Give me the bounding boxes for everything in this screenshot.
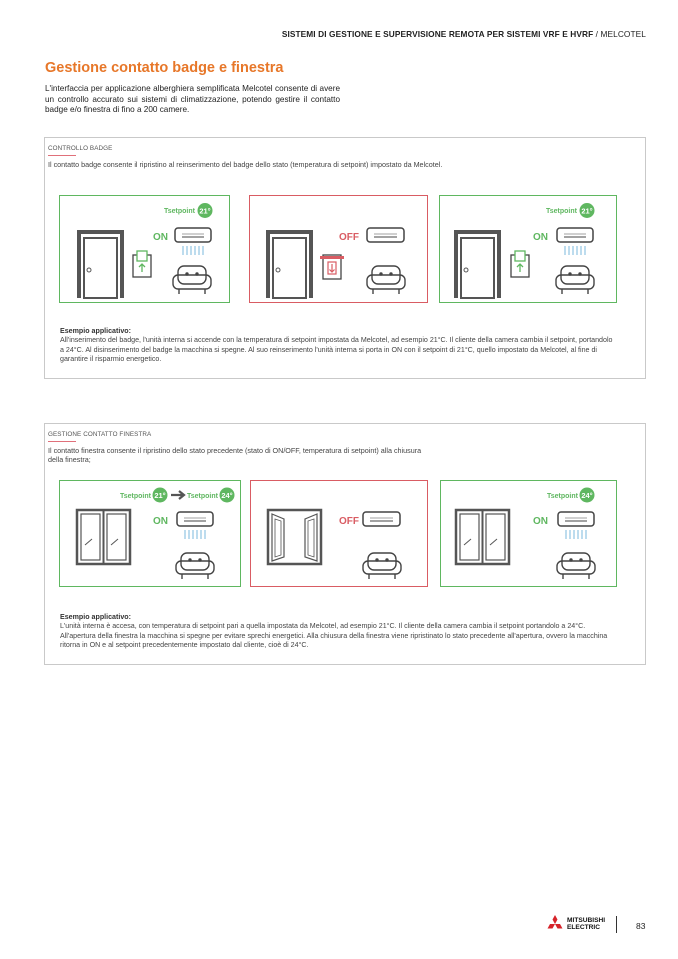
armchair-icon — [557, 553, 595, 579]
temp-value: 21° — [199, 206, 211, 216]
door-icon — [77, 230, 124, 298]
tsetpoint-label: Tsetpoint — [164, 208, 195, 215]
window-example-title: Esempio applicativo: — [60, 613, 131, 621]
footer-divider — [616, 916, 617, 933]
page-number: 83 — [636, 921, 646, 931]
arrow-right-icon — [171, 491, 184, 499]
badge-section-description: Il contatto badge consente il ripristino al reinserimento del badge dello stato (temperatura di setpoint) impostato da Melcotel. — [48, 160, 443, 169]
tsetpoint-label: Tsetpoint — [546, 208, 577, 215]
page-title: Gestione contatto badge e finestra — [45, 60, 284, 76]
badge-example-title: Esempio applicativo: — [60, 327, 131, 335]
window-closed-icon — [77, 510, 130, 564]
badge-example-text: All'inserimento del badge, l'unità interna si accende con la temperatura di setpoint impostata da Melcotel, ad esempio 21°C. Il cliente della camera cambia il setpoint, portandolo a 24°C. Al disinserimento del badge la macchina si spegne. Al suo reinserimento l'unità interna si porta in ON con il setpoint di 21°C, quello impostato da Melcotel, al fine di garantire il risparmio energetico. — [60, 336, 613, 363]
badge-panel-on-1 — [59, 195, 230, 303]
air-conditioner-icon — [557, 228, 593, 255]
badge-reader-empty-icon — [320, 255, 344, 279]
air-conditioner-icon — [175, 228, 211, 255]
window-panel-on-2 — [440, 480, 617, 587]
window-section-label: GESTIONE CONTATTO FINESTRA — [48, 431, 152, 438]
air-conditioner-icon — [367, 228, 404, 242]
window-panel-2-illustration — [251, 481, 426, 585]
air-conditioner-icon — [558, 512, 594, 539]
window-example — [60, 613, 616, 650]
brand-name — [567, 917, 605, 931]
tsetpoint-label-2: Tsetpoint — [187, 493, 218, 500]
tsetpoint-label: Tsetpoint — [120, 493, 151, 500]
badge-panel-off — [249, 195, 428, 303]
state-label: ON — [533, 516, 548, 527]
brand-line-1: MITSUBISHI — [567, 917, 606, 924]
armchair-icon — [556, 266, 594, 294]
badge-panel-2-illustration — [250, 196, 426, 301]
state-label: ON — [153, 232, 168, 243]
window-section-underline — [48, 441, 76, 442]
state-label: OFF — [339, 516, 359, 527]
header-title-thin: MELCOTEL — [600, 29, 646, 39]
mitsubishi-logo-icon — [545, 915, 565, 933]
badge-example — [60, 327, 616, 364]
state-label: ON — [533, 232, 548, 243]
running-header — [0, 29, 646, 39]
header-title-bold: SISTEMI DI GESTIONE E SUPERVISIONE REMOTA PER SISTEMI VRF E HVRF — [281, 29, 594, 39]
brand-line-2: ELECTRIC — [567, 924, 600, 931]
door-icon — [454, 230, 501, 298]
temp-value: 21° — [581, 206, 593, 216]
intro-paragraph: L'interfaccia per applicazione alberghiera semplificata Melcotel consente di avere un controllo accurato sui sistemi di climatizzazione, potendo gestire il contatto badge e/o finestra di fino a 200 camere. — [45, 84, 340, 115]
window-open-icon — [268, 510, 321, 564]
window-closed-icon — [456, 510, 509, 564]
window-panel-on-1 — [59, 480, 241, 587]
armchair-icon — [173, 266, 211, 294]
tsetpoint-label: Tsetpoint — [547, 493, 578, 500]
air-conditioner-icon — [363, 512, 400, 526]
window-panel-1-illustration — [60, 481, 239, 585]
badge-section-label: CONTROLLO BADGE — [48, 145, 113, 152]
armchair-icon — [176, 553, 214, 579]
temp-value: 24° — [581, 491, 593, 500]
temp-from-value: 21° — [154, 491, 166, 500]
temp-value: 24° — [221, 491, 233, 500]
window-panel-3-illustration — [441, 481, 615, 585]
state-label: OFF — [339, 232, 359, 243]
badge-panel-1-illustration — [60, 196, 228, 301]
window-panel-off — [250, 480, 428, 587]
window-example-text: L'unità interna è accesa, con temperatura di setpoint pari a quella impostata da Melcotel, ad esempio 21°C. Il cliente della camera cambia il setpoint portandolo a 24°C. All'apertura della finestra la macchina si spegne per evitare sprechi energetici. Alla chiusura della finestra viene ripristinato lo stato precedente all'apertura, ovvero la macchina ritorna in ON e al setpoint precedentemente impostato dal cliente, cioè di 24°C. — [60, 622, 608, 649]
badge-section-underline — [48, 155, 76, 156]
badge-panel-on-2 — [439, 195, 617, 303]
window-section-description: Il contatto finestra consente il ripristino dello stato precedente (stato di ON/OFF, temperatura di setpoint) alla chiusura della finestra; — [48, 446, 422, 465]
armchair-icon — [367, 266, 405, 294]
armchair-icon — [363, 553, 401, 579]
state-label: ON — [153, 516, 168, 527]
badge-reader-icon — [511, 251, 529, 277]
door-icon — [266, 230, 313, 298]
air-conditioner-icon — [177, 512, 213, 539]
badge-reader-icon — [133, 251, 151, 277]
header-separator: / — [593, 29, 601, 39]
badge-panel-3-illustration — [440, 196, 615, 301]
